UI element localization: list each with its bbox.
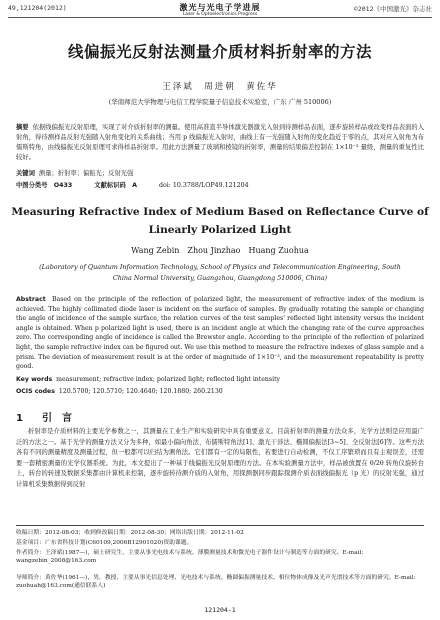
ocis-codes bbox=[16, 388, 223, 395]
section-number: 1 bbox=[16, 413, 23, 424]
doi: doi: 10.3788/LOP49.121204 bbox=[158, 182, 249, 189]
paper-title-cn: 线偏振光反射法测量介质材料折射率的方法 bbox=[67, 43, 372, 61]
classification-cn bbox=[16, 180, 249, 189]
ocis-label: OCIS codes bbox=[16, 388, 55, 395]
abstract-cn bbox=[16, 123, 424, 163]
journal-logo bbox=[168, 2, 272, 17]
abstract-cn-label: 摘要 bbox=[16, 124, 29, 131]
authors-cn: 王泽斌 周进朝 黄佐华 bbox=[162, 82, 278, 92]
section-body: 折射率是介质材料的主要光学参数之一，其测量在工业生产和实验研究中具有重要意义。目前折射率的测量方法众多，光学方法则是应用最广泛的方法之一。基于光学的测量方法又分为多种，如最小偏向角法、布儒斯特角法[1]、激光干涉法、椭圆偏振法[3~5]、全反射法[6]等。这些方法各有不同的测量精度及测量过程，但一般都可以归结为测角法。它们都有一定的局限性，若要进行自动检测，不仅工序繁琐而且有主观误差，还需要一套精密测量的光学仪器系统。为此，本文提出了一种基于线偏振光反射原理的方法。在本实验测量方法中，样品被放置在 θ/2θ 转角仪旋转台上，转台的转速及数据采集都由计算机来控制，逐步旋转待测介质的入射角，用探测器同步跟踪探测介质表面线偏振光（p 光）的反射光强，通过计算机采集数据得到反射 bbox=[16, 428, 424, 488]
section-heading bbox=[16, 409, 82, 424]
footnote-divider bbox=[16, 525, 424, 526]
keywords-en bbox=[16, 376, 280, 383]
journal-volume-code: 49,121204(2012) bbox=[8, 4, 67, 12]
paper-title-en: Measuring Refractive Index of Medium Based on Reflectance Curve of Linearly Polarized Light bbox=[11, 206, 429, 236]
keywords-en-text: measurement; refractive index; polarized light; reflected light intensity bbox=[56, 376, 281, 383]
journal-logo-cn: 激光与光电子学进展 bbox=[179, 3, 261, 12]
section-title: 引言 bbox=[42, 413, 82, 424]
abstract-cn-text: 依据线偏振光反射原理，实现了对介质折射率的测量。使用高准直半导体激光器激光入射到待测样品表面，逐步旋转样品或改变样品表面的入射角，得待测样品反射光强随入射角变化的关系曲线；当用 p 线偏振光入射时，曲线上有一光强随入射角的变化趋近于零的点，其对应入射角为布儒斯特角，由线偏振光反射原理可求得样品折射率。用此方法测量了玻璃和棱镜的折射率，测量的结果偏差控制在 1×10⁻³ 量级，测量的重复性比较好。 bbox=[16, 124, 425, 161]
doc-code: 文献标识码 A bbox=[94, 182, 137, 189]
footnote-advisor: 导师简介：黄佐华(1961—)，男，教授，主要从事光信息处理、光电技术与系统、椭圆偏振测量技术、相位物体成像及光声光谱技术等方面的研究。E-mail: zuohuah@163.com(通信联系人) bbox=[16, 575, 416, 590]
keywords-cn bbox=[16, 168, 133, 177]
keywords-cn-label: 关键词 bbox=[16, 170, 35, 177]
keywords-cn-text: 测量；折射率；偏振光；反射光强 bbox=[38, 170, 134, 177]
keywords-en-label: Key words bbox=[16, 376, 53, 383]
authors-en: Wang Zebin Zhou Jinzhao Huang Zuohua bbox=[131, 246, 309, 255]
footnote-author: 作者简介：王泽斌(1987—)，硕士研究生，主要从事光电技术与系统、薄膜测量技术和微光电子器件设计与制造等方面的研究。E-mail: wangzebin_2008@163.com bbox=[16, 550, 364, 565]
abstract-en-label: Abstract bbox=[16, 296, 46, 303]
clc-number: 中图分类号 O433 bbox=[16, 182, 73, 189]
abstract-en bbox=[16, 295, 424, 372]
footnote-funding: 基金项目：广东省科技计划(C60109,2006B12901020)资助课题。 bbox=[16, 540, 193, 546]
journal-logo-en: Laser & Optoelectronics Progress bbox=[182, 12, 258, 17]
abstract-en-text: Based on the principle of the reflection of polarized light, the measurement of refractive index of the medium is achieved. The highly collimated diode laser is incident on the surface of samples. By gradually rotating the sample or changing the angle of incidence of the sample surface, the relation curves of the test samples' reflected light intensity versus the incident angle is obtained. When p polarized light is used, there is an incident angle at which the changing rate of the curve approaches zero. The corresponding angle of incidence is called the Brewster angle. According to the principle of the reflection of polarized light, the sample refractive index can be figured out. We use this method to measure the refractive indexes of glass sample and a prism. The deviation of measurement result is at the order of magnitude of 1×10⁻³, and the measurement repeatability is pretty good. bbox=[16, 296, 424, 371]
affiliation-en: (Laboratory of Quantum Information Technology, School of Physics and Telecommunication Engineering, South China Normal University, Guangzhou, Guangdong 510006, China) bbox=[39, 263, 401, 282]
affiliation-cn: (华南师范大学物理与电信工程学院量子信息技术实验室，广东 广州 510006) bbox=[108, 98, 332, 106]
page-number: 121204-1 bbox=[204, 606, 236, 614]
copyright-notice: ©2012《中国激光》杂志社 bbox=[353, 5, 432, 13]
footnote-received: 收稿日期：2012-08-03；收到修改稿日期：2012-08-30；网络出版日期：2012-11-02 bbox=[16, 530, 244, 536]
ocis-text: 120.5700; 120.5710; 120.4640; 120.1880; 260.2130 bbox=[58, 388, 223, 395]
header-divider bbox=[8, 17, 432, 18]
